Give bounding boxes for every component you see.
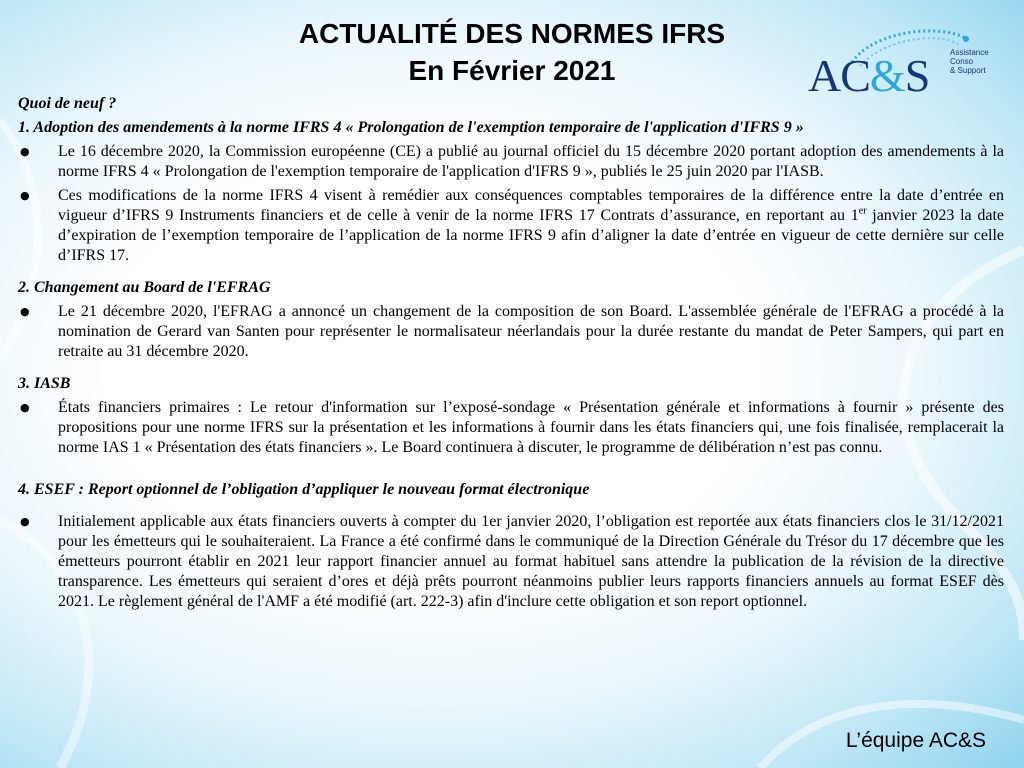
section-1-item-2: [18, 186, 1004, 266]
logo-wordmark: AC&S: [808, 50, 930, 101]
section-3-item-1: [18, 398, 1004, 458]
bullet-icon: ●: [20, 145, 30, 158]
bullet-icon: ●: [20, 189, 30, 202]
logo-tagline: Assistance Conso & Support: [950, 48, 989, 75]
page-title: ACTUALITÉ DES NORMES IFRS: [298, 18, 726, 49]
news-content: [18, 94, 1004, 616]
item-text: Le 21 décembre 2020, l'EFRAG a annoncé un changement de la composition de son Board. L'assemblée générale de l'EFRAG a procédé à la nomination de Gerard van Santen pour représenter le normalisateur néerlandais pour la durée restante du mandat de Peter Sampers, qui part en retraite au 31 décembre 2020.: [58, 303, 1004, 360]
bullet-icon: ●: [20, 305, 30, 318]
signature: L’équipe AC&S: [845, 729, 986, 752]
item-text: États financiers primaires : Le retour d'information sur l’exposé-sondage « Présentation générale et informations à fournir » présente des propositions pour une norme IFRS sur la présentation et les informations à fournir dans les états financiers qui, une fois finalisée, remplacerait la norme IAS 1 « Présentation des états financiers ». Le Board continuera à discuter, le programme de délibération n’est pas connu.: [58, 399, 1004, 456]
section-3-heading: 3. IASB: [18, 375, 71, 392]
intro-heading: Quoi de neuf ?: [18, 95, 117, 112]
section-1-heading: 1. Adoption des amendements à la norme IFRS 4 « Prolongation de l'exemption temporaire de l'application d'IFRS 9 »: [18, 119, 804, 136]
bullet-icon: ●: [20, 401, 30, 414]
bullet-icon: ●: [20, 515, 30, 528]
page-subtitle: En Février 2021: [408, 55, 616, 86]
item-text: Initialement applicable aux états financiers ouverts à compter du 1er janvier 2020, l’obligation est reportée aux états financiers clos le 31/12/2021 pour les émetteurs qui le souhaiteraient. La France a été confirmé dans le communiqué de la Direction Générale du Trésor du 17 décembre que les émetteurs pourront établir en 2021 leur rapport financier annuel au format habituel sans attendre la publication de la révision de la directive transparence. Les émetteurs qui seraient d’ores et déjà prêts pourront néanmoins publier leurs rapports financiers annuels au format ESEF dès 2021. Le règlement général de l'AMF a été modifié (art. 222-3) afin d'inclure cette obligation et son report optionnel.: [58, 513, 1004, 610]
section-2-heading: 2. Changement au Board de l'EFRAG: [18, 279, 271, 296]
section-4-item-1: [18, 512, 1004, 612]
item-text: Ces modifications de la norme IFRS 4 visent à remédier aux conséquences comptables temporaires de la différence entre la date d’entrée en vigueur d’IFRS 9 Instruments financiers et de celle à venir de la norme IFRS 17 Contrats d’assurance, en reportant au 1er janvier 2023 la date d’expiration de l’exemption temporaire de l’application de la norme IFRS 9 afin d’aligner la date d’entrée en vigueur de cette dernière sur celle d’IFRS 17.: [58, 187, 1005, 264]
section-2-item-1: [18, 302, 1004, 362]
section-1-item-1: [18, 142, 1004, 182]
item-text: Le 16 décembre 2020, la Commission européenne (CE) a publié au journal officiel du 15 décembre 2020 portant adoption des amendements à la norme IFRS 4 « Prolongation de l'exemption temporaire de l'application d'IFRS 9 », publiés le 25 juin 2020 par l'IASB.: [58, 143, 1004, 180]
acs-logo: [790, 22, 1000, 104]
section-4-heading: 4. ESEF : Report optionnel de l’obligation d’appliquer le nouveau format électronique: [18, 481, 590, 498]
